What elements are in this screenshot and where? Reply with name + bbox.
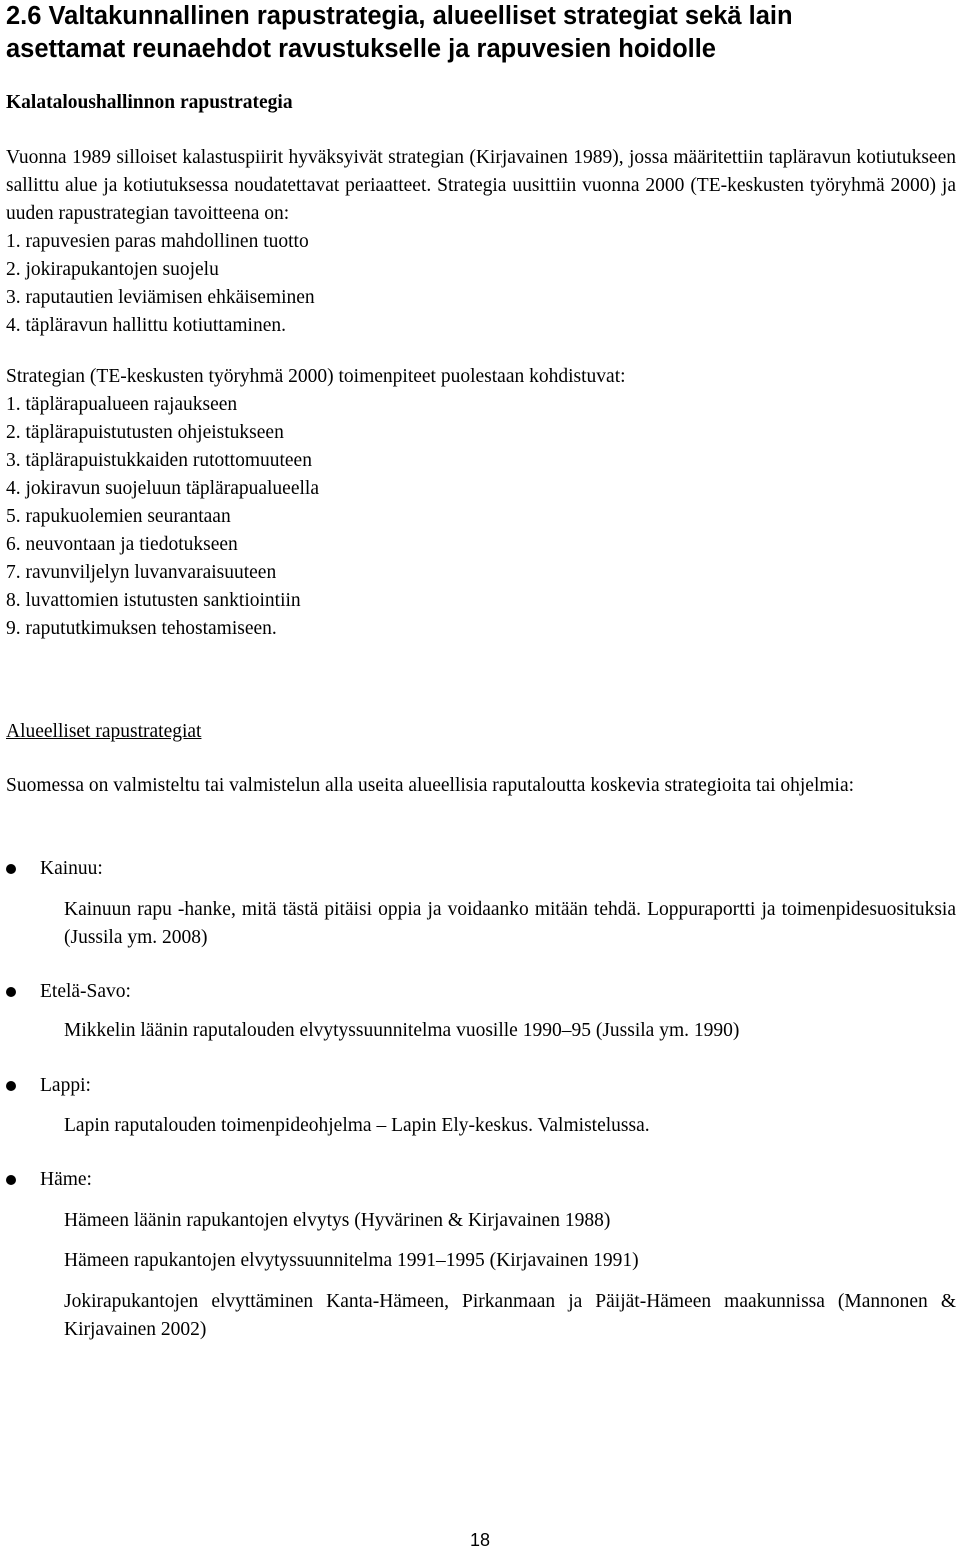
measure-item: 3. täplärapuistukkaiden rutottomuuteen — [6, 450, 312, 471]
section-title — [6, 0, 956, 66]
region-name: Häme: — [40, 1169, 92, 1190]
measure-item: 8. luvattomien istutusten sanktiointiin — [6, 590, 301, 611]
measures-intro: Strategian (TE-keskusten työryhmä 2000) toimenpiteet puolestaan kohdistuvat: — [6, 366, 626, 387]
bullet-icon — [6, 1081, 16, 1091]
bullet-icon — [6, 1175, 16, 1185]
section-title-line-2: asettamat reunaehdot ravustukselle ja rapuvesien hoidolle — [6, 35, 716, 63]
measure-item: 9. rapututkimuksen tehostamiseen. — [6, 618, 277, 639]
goal-item: 4. täpläravun hallittu kotiuttaminen. — [6, 315, 286, 336]
measure-item: 5. rapukuolemien seurantaan — [6, 506, 231, 527]
regional-intro: Suomessa on valmisteltu tai valmistelun alla useita alueellisia raputaloutta koskevia strategioita tai ohjelmia: — [6, 775, 855, 796]
region-name: Lappi: — [40, 1075, 91, 1096]
region-name: Etelä-Savo: — [40, 981, 131, 1002]
strategy-goals-list — [6, 228, 315, 340]
goal-item: 3. raputautien leviämisen ehkäiseminen — [6, 287, 315, 308]
bullet-icon — [6, 987, 16, 997]
measure-item: 2. täplärapuistutusten ohjeistukseen — [6, 422, 284, 443]
measure-item: 1. täplärapualueen rajaukseen — [6, 394, 238, 415]
regional-strategies-heading: Alueelliset rapustrategiat — [6, 721, 202, 742]
region-doc: Hämeen rapukantojen elvytyssuunnitelma 1991–1995 (Kirjavainen 1991) — [64, 1250, 639, 1271]
goal-item: 1. rapuvesien paras mahdollinen tuotto — [6, 231, 309, 252]
measure-item: 4. jokiravun suojeluun täplärapualueella — [6, 478, 319, 499]
goal-item: 2. jokirapukantojen suojelu — [6, 259, 219, 280]
bullet-icon — [6, 864, 16, 874]
section-title-line-1: 2.6 Valtakunnallinen rapustrategia, alueelliset strategiat sekä lain — [6, 2, 793, 30]
page-number: 18 — [469, 1530, 491, 1550]
strategy-measures-list — [6, 391, 319, 643]
region-doc: Kainuun rapu -hanke, mitä tästä pitäisi oppia ja voidaanko mitään tehdä. Loppuraportti ja toimenpidesuosituksia (Jussila ym. 2008) — [64, 899, 956, 948]
measure-item: 7. ravunviljelyn luvanvaraisuuteen — [6, 562, 277, 583]
national-strategy-paragraph: Vuonna 1989 silloiset kalastuspiirit hyväksyivät strategian (Kirjavainen 1989), jossa määritettiin tapläravun kotiutukseen sallittu alue ja kotiutuksessa noudatettavat periaatteet. Strategia uusittiin vuonna 2000 (TE-keskusten työryhmä 2000) ja uuden rapustrategian tavoitteena on: — [6, 147, 956, 224]
measure-item: 6. neuvontaan ja tiedotukseen — [6, 534, 238, 555]
region-name: Kainuu: — [40, 858, 103, 879]
national-strategy-heading: Kalataloushallinnon rapustrategia — [6, 92, 293, 113]
region-doc: Jokirapukantojen elvyttäminen Kanta-Hämeen, Pirkanmaan ja Päijät-Hämeen maakunnissa (Mannonen & Kirjavainen 2002) — [64, 1291, 956, 1340]
region-doc: Mikkelin läänin raputalouden elvytyssuunnitelma vuosille 1990–95 (Jussila ym. 1990) — [64, 1020, 740, 1041]
region-doc: Hämeen läänin rapukantojen elvytys (Hyvärinen & Kirjavainen 1988) — [64, 1210, 611, 1231]
region-doc: Lapin raputalouden toimenpideohjelma – Lapin Ely-keskus. Valmistelussa. — [64, 1115, 650, 1136]
